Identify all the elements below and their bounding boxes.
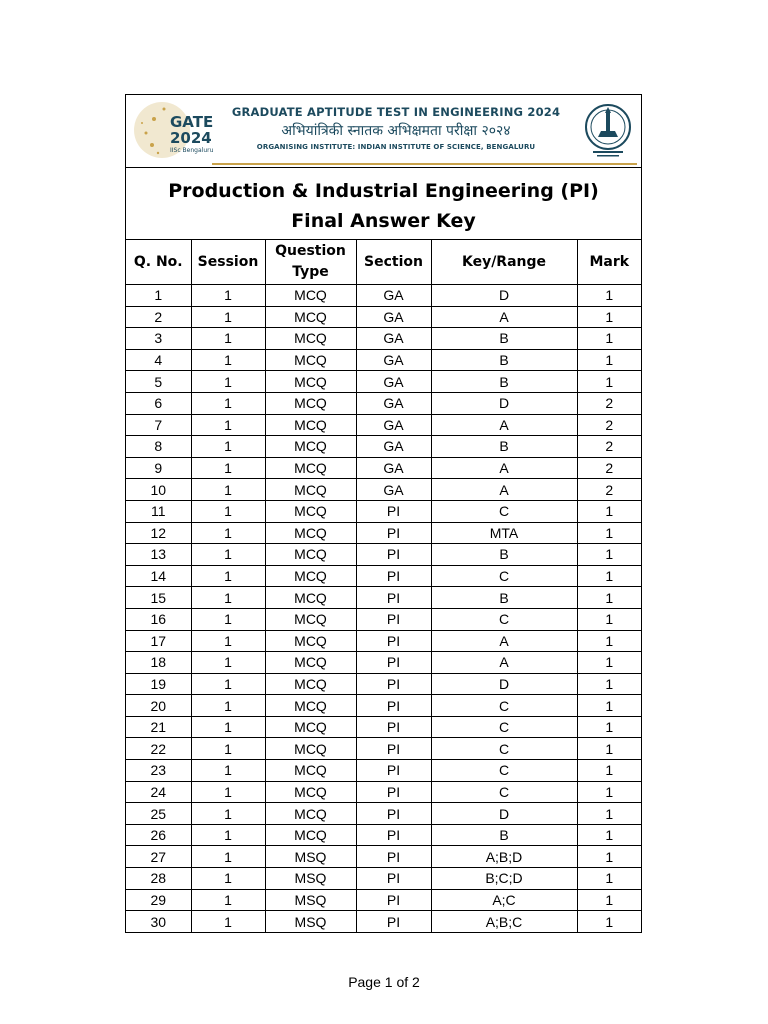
cell-mark: 1 <box>577 716 641 738</box>
cell-question-number: 28 <box>126 868 191 890</box>
cell-mark: 2 <box>577 392 641 414</box>
cell-section: PI <box>356 565 431 587</box>
cell-question-number: 19 <box>126 673 191 695</box>
cell-key-range: C <box>431 738 577 760</box>
cell-session: 1 <box>191 608 265 630</box>
table-row <box>126 371 641 393</box>
cell-key-range: A <box>431 630 577 652</box>
cell-question-type: MCQ <box>265 803 356 825</box>
cell-key-range: C <box>431 760 577 782</box>
cell-question-type: MCQ <box>265 565 356 587</box>
cell-question-type: MCQ <box>265 587 356 609</box>
cell-question-type: MCQ <box>265 760 356 782</box>
cell-session: 1 <box>191 824 265 846</box>
cell-session: 1 <box>191 457 265 479</box>
cell-mark: 2 <box>577 479 641 501</box>
cell-mark: 1 <box>577 781 641 803</box>
gate-2024-logo <box>134 99 214 161</box>
table-row <box>126 349 641 371</box>
cell-question-number: 11 <box>126 500 191 522</box>
cell-session: 1 <box>191 414 265 436</box>
cell-question-number: 22 <box>126 738 191 760</box>
cell-key-range: A <box>431 457 577 479</box>
cell-question-type: MCQ <box>265 522 356 544</box>
iisc-emblem-icon <box>581 101 635 159</box>
cell-question-number: 13 <box>126 544 191 566</box>
cell-session: 1 <box>191 803 265 825</box>
cell-section: PI <box>356 652 431 674</box>
cell-section: GA <box>356 306 431 328</box>
cell-key-range: C <box>431 695 577 717</box>
gate-logo-sub: IISc Bengaluru <box>170 147 214 154</box>
cell-question-type: MCQ <box>265 500 356 522</box>
table-row <box>126 695 641 717</box>
cell-question-type: MCQ <box>265 695 356 717</box>
cell-mark: 1 <box>577 695 641 717</box>
cell-question-number: 15 <box>126 587 191 609</box>
cell-key-range: C <box>431 716 577 738</box>
column-header-mark: Mark <box>577 240 641 285</box>
cell-key-range: A;C <box>431 889 577 911</box>
cell-session: 1 <box>191 522 265 544</box>
table-row <box>126 738 641 760</box>
cell-section: GA <box>356 371 431 393</box>
table-row <box>126 306 641 328</box>
cell-mark: 1 <box>577 738 641 760</box>
column-header-key-range: Key/Range <box>431 240 577 285</box>
cell-question-type: MCQ <box>265 738 356 760</box>
cell-question-number: 3 <box>126 328 191 350</box>
header-banner <box>126 95 641 168</box>
cell-mark: 1 <box>577 630 641 652</box>
cell-key-range: B <box>431 349 577 371</box>
cell-section: GA <box>356 457 431 479</box>
table-row <box>126 414 641 436</box>
cell-section: GA <box>356 436 431 458</box>
document-subtitle: Final Answer Key <box>291 210 476 232</box>
cell-question-type: MCQ <box>265 306 356 328</box>
cell-key-range: C <box>431 608 577 630</box>
table-row <box>126 544 641 566</box>
cell-question-type: MCQ <box>265 349 356 371</box>
cell-key-range: C <box>431 565 577 587</box>
cell-session: 1 <box>191 349 265 371</box>
cell-question-type: MCQ <box>265 673 356 695</box>
cell-question-number: 21 <box>126 716 191 738</box>
gate-logo-line1: GATE <box>170 113 214 131</box>
cell-question-type: MSQ <box>265 911 356 932</box>
table-row <box>126 285 641 307</box>
cell-section: PI <box>356 500 431 522</box>
cell-section: GA <box>356 285 431 307</box>
cell-question-type: MCQ <box>265 716 356 738</box>
cell-session: 1 <box>191 500 265 522</box>
cell-key-range: C <box>431 781 577 803</box>
cell-mark: 2 <box>577 436 641 458</box>
cell-question-number: 24 <box>126 781 191 803</box>
cell-session: 1 <box>191 846 265 868</box>
cell-question-number: 10 <box>126 479 191 501</box>
cell-key-range: A;B;C <box>431 911 577 932</box>
cell-session: 1 <box>191 306 265 328</box>
cell-section: GA <box>356 328 431 350</box>
cell-question-number: 8 <box>126 436 191 458</box>
cell-question-type: MCQ <box>265 371 356 393</box>
cell-session: 1 <box>191 285 265 307</box>
cell-question-number: 12 <box>126 522 191 544</box>
cell-question-type: MCQ <box>265 436 356 458</box>
cell-key-range: D <box>431 803 577 825</box>
cell-session: 1 <box>191 328 265 350</box>
cell-section: PI <box>356 760 431 782</box>
cell-mark: 1 <box>577 306 641 328</box>
cell-session: 1 <box>191 371 265 393</box>
table-row <box>126 500 641 522</box>
cell-question-number: 2 <box>126 306 191 328</box>
cell-question-type: MCQ <box>265 608 356 630</box>
cell-section: PI <box>356 695 431 717</box>
cell-session: 1 <box>191 781 265 803</box>
cell-question-type: MCQ <box>265 824 356 846</box>
table-row <box>126 760 641 782</box>
cell-mark: 1 <box>577 652 641 674</box>
column-header-question-type: Question Type <box>265 240 356 285</box>
cell-question-number: 5 <box>126 371 191 393</box>
cell-question-number: 17 <box>126 630 191 652</box>
cell-question-number: 20 <box>126 695 191 717</box>
cell-session: 1 <box>191 544 265 566</box>
cell-question-number: 1 <box>126 285 191 307</box>
banner-organiser: ORGANISING INSTITUTE: INDIAN INSTITUTE OF SCIENCE, BENGALURU <box>256 143 536 151</box>
column-header-question-number: Q. No. <box>126 240 191 285</box>
cell-section: PI <box>356 846 431 868</box>
table-row <box>126 522 641 544</box>
cell-section: PI <box>356 868 431 890</box>
cell-mark: 1 <box>577 285 641 307</box>
cell-section: PI <box>356 911 431 932</box>
table-row <box>126 565 641 587</box>
cell-key-range: A <box>431 652 577 674</box>
gate-logo-line2: 2024 <box>170 129 212 147</box>
table-row <box>126 652 641 674</box>
cell-key-range: D <box>431 392 577 414</box>
table-row <box>126 328 641 350</box>
table-row <box>126 781 641 803</box>
cell-section: GA <box>356 414 431 436</box>
cell-question-number: 9 <box>126 457 191 479</box>
cell-key-range: MTA <box>431 522 577 544</box>
banner-hindi-title: अभियांत्रिकी स्नातक अभिक्षमता परीक्षा २०२४ <box>281 123 511 139</box>
table-row <box>126 716 641 738</box>
table-row <box>126 457 641 479</box>
cell-session: 1 <box>191 716 265 738</box>
cell-mark: 1 <box>577 328 641 350</box>
cell-key-range: A <box>431 479 577 501</box>
answer-key-table <box>126 240 641 932</box>
cell-question-type: MCQ <box>265 652 356 674</box>
cell-mark: 1 <box>577 760 641 782</box>
cell-session: 1 <box>191 392 265 414</box>
table-row <box>126 479 641 501</box>
cell-key-range: A;B;D <box>431 846 577 868</box>
cell-section: PI <box>356 889 431 911</box>
table-row <box>126 824 641 846</box>
cell-mark: 2 <box>577 457 641 479</box>
table-row <box>126 803 641 825</box>
table-row <box>126 911 641 932</box>
document-title-block <box>126 168 641 240</box>
cell-question-number: 27 <box>126 846 191 868</box>
cell-question-type: MCQ <box>265 392 356 414</box>
cell-session: 1 <box>191 652 265 674</box>
cell-question-number: 14 <box>126 565 191 587</box>
cell-mark: 2 <box>577 414 641 436</box>
cell-session: 1 <box>191 565 265 587</box>
table-row <box>126 630 641 652</box>
cell-mark: 1 <box>577 349 641 371</box>
table-body <box>126 285 641 932</box>
cell-section: PI <box>356 673 431 695</box>
cell-mark: 1 <box>577 824 641 846</box>
banner-text <box>226 105 566 151</box>
cell-key-range: C <box>431 500 577 522</box>
cell-question-type: MCQ <box>265 328 356 350</box>
cell-session: 1 <box>191 738 265 760</box>
cell-question-type: MCQ <box>265 457 356 479</box>
cell-section: PI <box>356 803 431 825</box>
cell-question-type: MCQ <box>265 781 356 803</box>
cell-key-range: A <box>431 306 577 328</box>
cell-section: GA <box>356 479 431 501</box>
cell-question-type: MSQ <box>265 846 356 868</box>
cell-mark: 1 <box>577 803 641 825</box>
cell-session: 1 <box>191 479 265 501</box>
cell-question-number: 18 <box>126 652 191 674</box>
cell-question-type: MCQ <box>265 544 356 566</box>
answer-key-sheet <box>125 94 642 933</box>
cell-session: 1 <box>191 695 265 717</box>
cell-question-type: MCQ <box>265 630 356 652</box>
page-number: Page 1 of 2 <box>348 974 420 990</box>
table-header-row <box>126 240 641 285</box>
cell-section: PI <box>356 587 431 609</box>
cell-section: PI <box>356 608 431 630</box>
cell-session: 1 <box>191 760 265 782</box>
cell-question-number: 16 <box>126 608 191 630</box>
cell-key-range: B <box>431 328 577 350</box>
cell-session: 1 <box>191 630 265 652</box>
cell-question-number: 29 <box>126 889 191 911</box>
cell-question-number: 6 <box>126 392 191 414</box>
cell-section: PI <box>356 738 431 760</box>
cell-session: 1 <box>191 436 265 458</box>
table-row <box>126 868 641 890</box>
cell-mark: 1 <box>577 673 641 695</box>
cell-section: GA <box>356 349 431 371</box>
table-row <box>126 392 641 414</box>
cell-question-number: 4 <box>126 349 191 371</box>
cell-key-range: B;C;D <box>431 868 577 890</box>
cell-mark: 1 <box>577 371 641 393</box>
table-row <box>126 608 641 630</box>
cell-question-type: MSQ <box>265 889 356 911</box>
cell-question-number: 30 <box>126 911 191 932</box>
cell-mark: 1 <box>577 500 641 522</box>
document-title: Production & Industrial Engineering (PI) <box>168 180 599 202</box>
cell-mark: 1 <box>577 544 641 566</box>
cell-mark: 1 <box>577 846 641 868</box>
cell-question-type: MSQ <box>265 868 356 890</box>
banner-divider <box>212 163 637 165</box>
cell-key-range: D <box>431 673 577 695</box>
cell-question-number: 26 <box>126 824 191 846</box>
cell-mark: 1 <box>577 911 641 932</box>
cell-key-range: B <box>431 544 577 566</box>
cell-question-type: MCQ <box>265 479 356 501</box>
cell-mark: 1 <box>577 587 641 609</box>
cell-key-range: D <box>431 285 577 307</box>
cell-section: PI <box>356 781 431 803</box>
cell-question-number: 23 <box>126 760 191 782</box>
cell-mark: 1 <box>577 868 641 890</box>
cell-session: 1 <box>191 889 265 911</box>
cell-key-range: B <box>431 436 577 458</box>
cell-key-range: B <box>431 824 577 846</box>
table-row <box>126 436 641 458</box>
cell-session: 1 <box>191 911 265 932</box>
cell-section: PI <box>356 716 431 738</box>
cell-section: GA <box>356 392 431 414</box>
cell-key-range: B <box>431 587 577 609</box>
table-row <box>126 673 641 695</box>
cell-section: PI <box>356 630 431 652</box>
cell-key-range: B <box>431 371 577 393</box>
cell-question-number: 7 <box>126 414 191 436</box>
table-row <box>126 889 641 911</box>
cell-key-range: A <box>431 414 577 436</box>
banner-title: GRADUATE APTITUDE TEST IN ENGINEERING 2024 <box>231 105 561 119</box>
column-header-session: Session <box>191 240 265 285</box>
cell-mark: 1 <box>577 565 641 587</box>
cell-session: 1 <box>191 868 265 890</box>
cell-section: PI <box>356 824 431 846</box>
cell-question-type: MCQ <box>265 285 356 307</box>
cell-session: 1 <box>191 673 265 695</box>
cell-section: PI <box>356 544 431 566</box>
cell-question-number: 25 <box>126 803 191 825</box>
column-header-section: Section <box>356 240 431 285</box>
table-row <box>126 587 641 609</box>
cell-section: PI <box>356 522 431 544</box>
cell-mark: 1 <box>577 522 641 544</box>
cell-mark: 1 <box>577 608 641 630</box>
cell-question-type: MCQ <box>265 414 356 436</box>
cell-session: 1 <box>191 587 265 609</box>
table-row <box>126 846 641 868</box>
cell-mark: 1 <box>577 889 641 911</box>
